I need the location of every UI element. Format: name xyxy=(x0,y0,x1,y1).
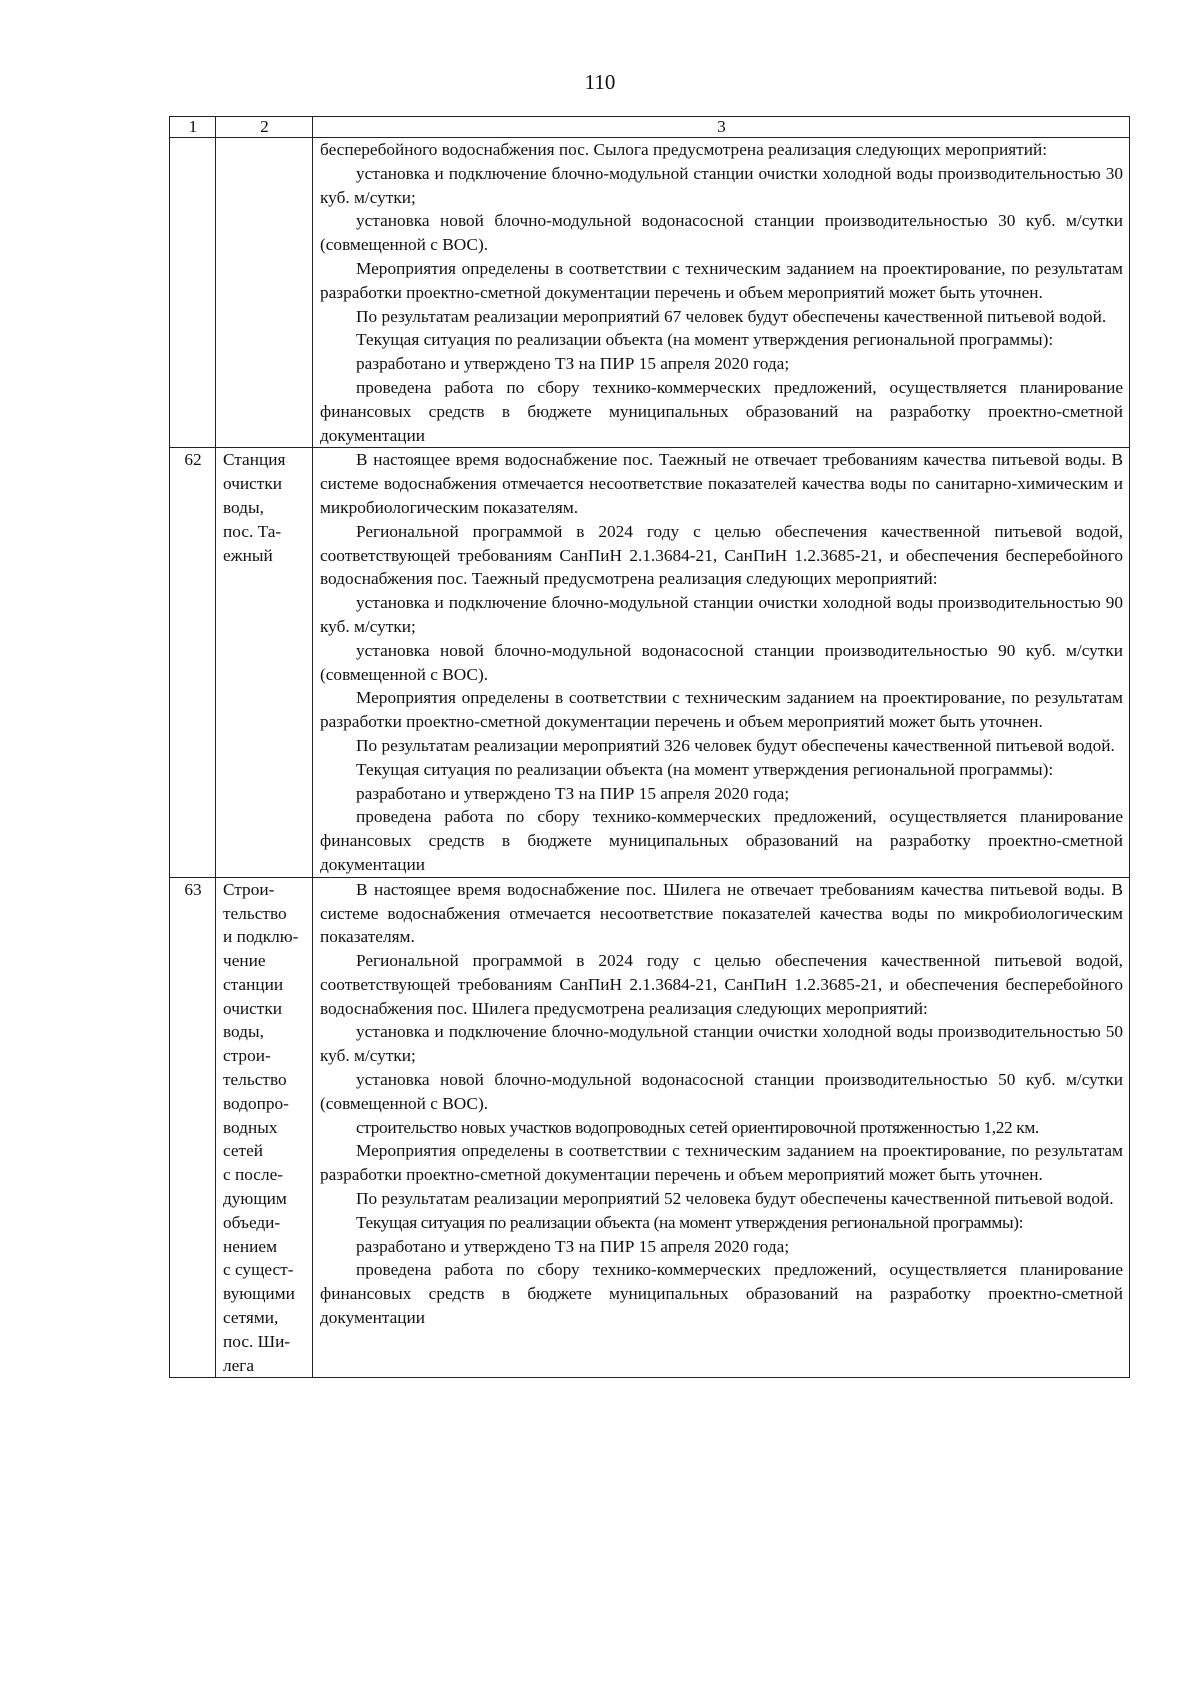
object-name-line: тельство xyxy=(223,1070,287,1090)
program-table xyxy=(169,116,1130,1378)
object-name-line: чение xyxy=(223,951,266,971)
row-number: 63 xyxy=(170,877,216,1378)
paragraph: проведена работа по сбору технико-коммерческих предложений, осуществляется планирование финансовых средств в бюджете муниципальных образований на разработку проектно-сметной документации xyxy=(320,807,1123,874)
paragraph: Мероприятия определены в соответствии с техническим заданием на проектирование, по результатам разработки проектно-сметной документации перечень и объем мероприятий может быть уточнен. xyxy=(320,688,1123,732)
object-name-line: станции xyxy=(223,974,284,994)
paragraph: Текущая ситуация по реализации объекта (на момент утверждения региональной программы): xyxy=(356,759,1054,779)
table-header-row xyxy=(170,117,1130,138)
object-name-line: ежный xyxy=(223,545,273,565)
paragraph: По результатам реализации мероприятий 52 человека будут обеспечены качественной питьевой водой. xyxy=(356,1189,1114,1209)
object-name-line: Строи- xyxy=(223,879,275,899)
paragraph: разработано и утверждено ТЗ на ПИР 15 апреля 2020 года; xyxy=(356,354,790,374)
paragraph: Мероприятия определены в соответствии с техническим заданием на проектирование, по результатам разработки проектно-сметной документации перечень и объем мероприятий может быть уточнен. xyxy=(320,1141,1123,1185)
object-name-line: строи- xyxy=(223,1046,271,1066)
table-row xyxy=(170,877,1130,1378)
object-description xyxy=(313,138,1130,448)
table-row xyxy=(170,138,1130,448)
object-name xyxy=(216,448,313,877)
object-name xyxy=(216,138,313,448)
paragraph: Текущая ситуация по реализации объекта (на момент утверждения региональной программы): xyxy=(356,1212,1024,1232)
object-name-line: и подклю- xyxy=(223,927,299,947)
object-name-line: воды, xyxy=(223,1022,264,1042)
object-name-line: Станция xyxy=(223,450,286,470)
paragraph: установка и подключение блочно-модульной станции очистки холодной воды производительностью 30 куб. м/сутки; xyxy=(320,163,1123,207)
object-name xyxy=(216,877,313,1378)
object-name-line: очистки xyxy=(223,998,282,1018)
object-name-line: пос. Та- xyxy=(223,521,282,541)
object-name-line: дующим xyxy=(223,1189,287,1209)
row-number: 62 xyxy=(170,448,216,877)
header-col-3: 3 xyxy=(313,117,1130,138)
object-name-line: с сущест- xyxy=(223,1260,294,1280)
object-name-line: лега xyxy=(223,1355,255,1375)
paragraph: установка и подключение блочно-модульной станции очистки холодной воды производительностью 90 куб. м/сутки; xyxy=(320,593,1123,636)
table-row xyxy=(170,448,1130,877)
paragraph: разработано и утверждено ТЗ на ПИР 15 апреля 2020 года; xyxy=(356,1236,790,1256)
paragraph: установка и подключение блочно-модульной станции очистки холодной воды производительностью 50 куб. м/сутки; xyxy=(320,1022,1123,1066)
row-number xyxy=(170,138,216,448)
object-name-line: вующими xyxy=(223,1284,295,1304)
paragraph: установка новой блочно-модульной водонасосной станции производительностью 50 куб. м/сутки (совмещенной с ВОС). xyxy=(320,1070,1123,1113)
object-description xyxy=(313,448,1130,877)
paragraph: проведена работа по сбору технико-коммерческих предложений, осуществляется планирование финансовых средств в бюджете муниципальных образований на разработку проектно-сметной документации xyxy=(320,377,1123,445)
paragraph: установка новой блочно-модульной водонасосной станции производительностью 30 куб. м/сутки (совмещенной с ВОС). xyxy=(320,211,1123,255)
header-col-1: 1 xyxy=(170,117,216,138)
object-name-line: тельство xyxy=(223,903,287,923)
object-name-line: очистки xyxy=(223,474,282,494)
paragraph: разработано и утверждено ТЗ на ПИР 15 апреля 2020 года; xyxy=(356,783,790,803)
object-name-line: сетями, xyxy=(223,1308,279,1328)
page-number: 110 xyxy=(584,70,616,94)
paragraph: По результатам реализации мероприятий 326 человек будут обеспечены качественной питьевой водой. xyxy=(356,735,1115,755)
object-name-line: водных xyxy=(223,1117,278,1137)
object-description xyxy=(313,877,1130,1378)
paragraph: строительство новых участков водопроводных сетей ориентировочной протяженностью 1,22 км. xyxy=(356,1117,1039,1137)
paragraph: По результатам реализации мероприятий 67 человек будут обеспечены качественной питьевой водой. xyxy=(356,306,1107,326)
paragraph: Региональной программой в 2024 году с целью обеспечения качественной питьевой водой, соответствующей требованиям СанПиН 2.1.3684-21, СанПиН 1.2.3685-21, и обеспечения бесперебойного водоснабжения пос. Таежный предусмотрена реализация следующих мероприятий: xyxy=(320,521,1123,589)
object-name-line: объеди- xyxy=(223,1212,281,1232)
object-name-line: воды, xyxy=(223,497,264,517)
header-col-2: 2 xyxy=(216,117,313,138)
paragraph: бесперебойного водоснабжения пос. Сылога предусмотрена реализация следующих мероприятий: xyxy=(320,140,1048,159)
paragraph: В настоящее время водоснабжение пос. Шилега не отвечает требованиям качества питьевой воды. В системе водоснабжения отмечается несоответствие показателей качества воды по микробиологическим показателям. xyxy=(320,879,1123,947)
object-name-line: с после- xyxy=(223,1165,284,1185)
object-name-line: нением xyxy=(223,1236,278,1256)
paragraph: проведена работа по сбору технико-коммерческих предложений, осуществляется планирование финансовых средств в бюджете муниципальных образований на разработку проектно-сметной документации xyxy=(320,1260,1123,1328)
object-name-line: водопро- xyxy=(223,1093,289,1113)
paragraph: В настоящее время водоснабжение пос. Таежный не отвечает требованиям качества питьевой воды. В системе водоснабжения отмечается несоответствие показателей качества воды по санитарно-химическим и микробиологическим показателям. xyxy=(320,450,1123,517)
paragraph: Региональной программой в 2024 году с целью обеспечения качественной питьевой водой, соответствующей требованиям СанПиН 2.1.3684-21, СанПиН 1.2.3685-21, и обеспечения бесперебойного водоснабжения пос. Шилега предусмотрена реализация следующих мероприятий: xyxy=(320,951,1123,1018)
object-name-line: пос. Ши- xyxy=(223,1331,291,1351)
object-name-line: сетей xyxy=(223,1141,264,1161)
paragraph: установка новой блочно-модульной водонасосной станции производительностью 90 куб. м/сутки (совмещенной с ВОС). xyxy=(320,640,1123,684)
paragraph: Текущая ситуация по реализации объекта (на момент утверждения региональной программы): xyxy=(356,330,1054,350)
paragraph: Мероприятия определены в соответствии с техническим заданием на проектирование, по результатам разработки проектно-сметной документации перечень и объем мероприятий может быть уточнен. xyxy=(320,258,1123,302)
